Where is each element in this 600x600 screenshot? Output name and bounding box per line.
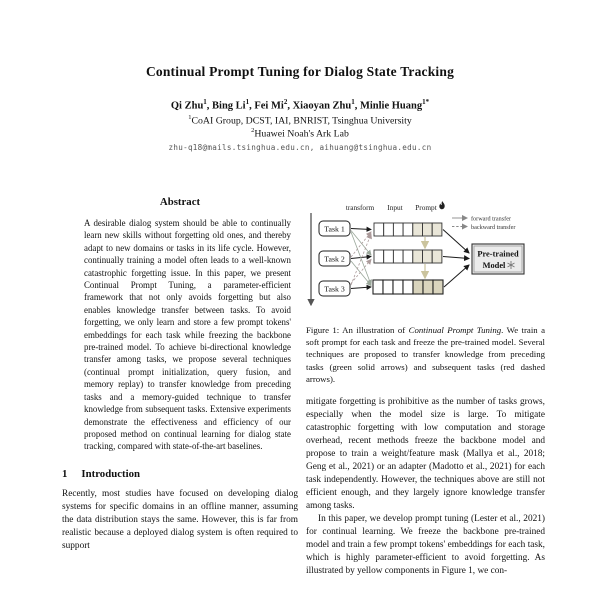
paper-title: Continual Prompt Tuning for Dialog State Tracking — [145, 64, 455, 79]
pretrained-model-label-1: Pre-trained — [477, 249, 519, 259]
prompt-cell-active — [423, 280, 433, 294]
token-row-3 — [373, 280, 443, 294]
token-row-1 — [374, 223, 442, 236]
author-affil-mark: 1 — [245, 98, 250, 106]
right-column — [306, 197, 545, 578]
prompt-cell-active — [413, 280, 423, 294]
transform-arrow-t3 — [351, 287, 371, 289]
caption-prefix: Figure 1: An illustration of — [306, 325, 409, 335]
section-heading-introduction — [62, 468, 298, 480]
figure-1-diagram — [306, 197, 545, 315]
prompt-label: Prompt — [415, 203, 437, 212]
legend-forward-label: forward transfer — [471, 215, 512, 223]
affiliation-1 — [0, 114, 600, 126]
task-2-label: Task 2 — [324, 254, 345, 264]
backward-transfer-arrow — [351, 260, 371, 284]
author: Qi Zhu — [170, 100, 204, 112]
transform-arrow-t1 — [351, 229, 371, 230]
row1-to-model-arrow — [443, 230, 469, 254]
forward-transfer-arrow — [351, 261, 371, 286]
affil-sup: 2 — [251, 127, 255, 134]
prompt-cell — [423, 223, 433, 236]
affil-sup: 1 — [188, 114, 192, 121]
right-column-paragraph-1: mitigate forgetting is prohibitive as the number of tasks grows, especially when the model size is large. To mitigate catastrophic forgetting with low computation and storage overhead, recent methods freeze the backbone model and propose to train a weight/feature mask (Mallya et al., 2018; Geng et al., 2021) or an adapter (Madotto et al., 2021) for each task independently. However, the techniques above are still not efficient enough, and they largely ignore knowledge transfer among tasks. — [306, 397, 545, 512]
abstract-heading: Abstract — [159, 196, 201, 208]
section-title: Introduction — [81, 467, 141, 480]
author: , Fei Mi — [249, 100, 284, 112]
author-affil-mark: 1* — [422, 98, 430, 106]
task-3-label: Task 3 — [324, 284, 345, 294]
flame-icon — [439, 201, 444, 209]
transform-label: transform — [345, 203, 375, 212]
caption-italic: Continual Prompt Tuning — [408, 325, 502, 335]
affil-text: Huawei Noah's Ark Lab — [254, 128, 349, 140]
right-column-paragraph-2: In this paper, we develop prompt tuning (Lester et al., 2021) for continual learning. We freeze the backbone pre-trained model and train a few prompt tokens' embeddings for each task, which is highly parameter-efficient to avoid forgetting. As illustrated by yellow components in Figure 1, we con- — [306, 514, 545, 577]
prompt-cell — [413, 223, 423, 236]
token-row-2 — [374, 250, 442, 263]
section-number: 1 — [62, 467, 68, 480]
row2-to-model-arrow — [443, 257, 469, 259]
author: , Xiaoyan Zhu — [287, 100, 352, 112]
forward-transfer-arrow — [351, 231, 371, 256]
prompt-cell — [423, 250, 433, 263]
pretrained-model-label-2: Model — [482, 261, 506, 270]
author-line — [0, 98, 600, 112]
author-affil-mark: 1 — [203, 98, 207, 106]
task-1-label: Task 1 — [324, 224, 345, 234]
backward-transfer-arrow — [351, 232, 371, 257]
author-emails: zhu-q18@mails.tsinghua.edu.cn, aihuang@tsinghua.edu.cn — [168, 143, 432, 152]
left-column — [62, 196, 298, 553]
legend-backward-label: backward transfer — [471, 224, 516, 231]
prompt-cell-active — [433, 280, 443, 294]
input-label: Input — [387, 203, 403, 212]
author: , Minlie Huang — [354, 100, 423, 112]
affiliation-2 — [0, 127, 600, 139]
author-affil-mark: 2 — [283, 98, 288, 106]
introduction-paragraph: Recently, most studies have focused on developing dialog systems for specific domains in an offline manner, assuming the data distribution stays the same. However, this is far from realistic because a deployed dialog system is often required to support — [62, 488, 298, 551]
affil-text: CoAI Group, DCST, IAI, BNRIST, Tsinghua University — [191, 115, 412, 127]
prompt-cell — [413, 250, 423, 263]
abstract-body: A desirable dialog system should be able to continually learn new skills without forgetting old ones, and thereby adapt to new domains or tasks in its life cycle. However, continually training a model often leads to a well-known catastrophic forgetting issue. In this paper, we present Continual Prompt Tuning, a parameter-efficient framework that not only avoids forgetting but also enables knowledge transfer between tasks. To avoid forgetting, we only learn and store a few prompt tokens' embeddings for each task while freezing the backbone pre-trained model. To achieve bi-directional knowledge transfer among tasks, we propose several techniques (continual prompt initialization, query fusion, and memory replay) to transfer knowledge from preceding tasks and a memory-guided technique to transfer knowledge from subsequent tasks. Extensive experiments demonstrate the effectiveness and efficiency of our proposed method on continual learning for dialog state tracking, compared with state-of-the-art baselines. — [84, 218, 291, 452]
row3-to-model-arrow — [444, 265, 469, 287]
prompt-cell — [432, 250, 442, 263]
author: , Bing Li — [206, 100, 246, 112]
caption-rest: . We train a soft prompt for each task and freeze the pre-trained model. Several techniques are proposed to transfer knowledge from preceding tasks (green solid arrows) and subsequent tasks (red dashed arrows). — [306, 325, 545, 384]
figure-1-caption — [306, 324, 545, 385]
author-affil-mark: 1 — [351, 98, 355, 106]
prompt-cell — [432, 223, 442, 236]
